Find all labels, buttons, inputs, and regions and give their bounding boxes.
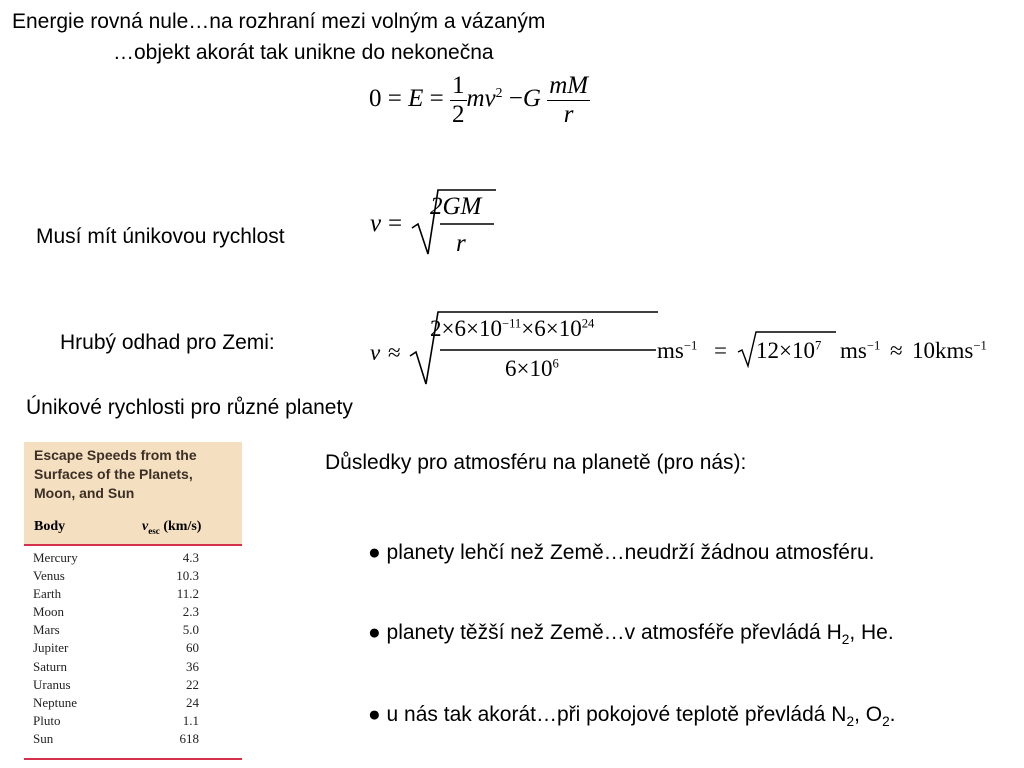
est-approx: ≈ [388,340,401,365]
table-bottom-rule [24,758,242,760]
table-row [24,550,242,568]
half-fraction: $\frac{1}{2}$ [452,72,465,128]
table-row [24,568,242,586]
row-body-name: Sun [33,730,54,746]
row-escape-speed: 2.3 [182,604,199,620]
est-denominator: $6\times 10^6$ [505,356,559,381]
bullet-1 [368,540,874,565]
table-row [24,604,242,622]
row-body-name: Mercury [33,550,78,565]
table-row [24,677,242,695]
row-body-name: Mars [33,622,60,638]
bullet-dot-icon: ● [368,621,381,644]
bullet-3 [368,702,896,734]
row-escape-speed: 1.1 [182,712,199,728]
row-escape-speed: 4.3 [182,550,199,565]
heading-line-1: Energie rovná nule…na rozhraní mezi volným a vázaným [12,10,546,33]
eq-zero: 0 [369,85,382,113]
table-row [24,640,242,658]
estimate-label: Hrubý odhad pro Zemi: [60,331,275,354]
est-numerator: $2\times 6\times 10^{-11}\times 6\times 10^{24}$ [430,316,595,341]
row-escape-speed: 24 [186,694,199,710]
consequences-title: Důsledky pro atmosféru na planetě (pro nás): [325,451,747,474]
est-eq: = [714,338,727,363]
eq-square: 2 [495,84,503,100]
ev-eq: = [388,210,403,237]
energy-equation: 0 = E = $\frac{1}{2}$ $mv^2 -G$ $\frac{mM}{r}$ [369,72,589,128]
row-body-name: Pluto [33,712,61,728]
eq-minus: − [508,85,523,113]
bullet-3-text: u nás tak akorát…při pokojové teplotě převládá $N_2$, $O_2$. [386,703,896,730]
escape-speeds-table [24,442,242,764]
table-row [24,659,242,677]
eq-energy-symbol: E [408,85,424,113]
escape-velocity-label: Musí mít únikovou rychlost [36,225,285,248]
row-escape-speed: 11.2 [176,586,199,602]
row-escape-speed: 60 [186,640,199,656]
est-result: 10kms$^{-1}$ [912,338,987,363]
row-body-name: Earth [33,586,62,602]
row-body-name: Jupiter [33,640,69,656]
row-escape-speed: 5.0 [182,622,199,638]
mass-fraction: $\frac{mM}{r}$ [549,72,589,128]
row-body-name: Saturn [33,658,67,674]
eq-sign: = [387,85,402,113]
table-header [24,442,242,510]
table-column-headers [24,510,242,546]
table-row [24,586,242,604]
ev-v: v [370,210,382,237]
table-row [24,622,242,640]
table-row [24,713,242,731]
est-root2: $12\times 10^7$ [756,338,822,363]
table-body [24,550,242,749]
bullet-dot-icon: ● [368,703,381,726]
est-approx-2: ≈ [890,338,903,363]
eq-gravity-constant: G [522,85,541,113]
estimate-formula [370,308,1010,388]
est-v: v [370,340,381,365]
table-row [24,731,242,749]
bullet-dot-icon: ● [368,541,381,564]
est-unit-2: $ms^{-1}$ [840,338,881,363]
eq-mv: mv [466,85,496,113]
bullet-2 [368,620,894,652]
heading-line-2: …objekt akorát tak unikne do nekonečna [113,41,494,64]
row-escape-speed: 36 [186,658,199,674]
table-row [24,695,242,713]
column-body: Body [34,519,66,534]
row-escape-speed: 618 [179,730,199,746]
bullet-2-text: planety těžší než Země…v atmosféře převládá $H_2$, He. [386,621,894,648]
est-unit-1: $ms^{-1}$ [657,338,698,363]
row-body-name: Venus [33,568,65,584]
row-body-name: Neptune [33,694,78,710]
table-title: Escape Speeds from the Surfaces of the Planets, Moon, and Sun [34,447,197,501]
ev-denominator: r [456,230,466,257]
row-escape-speed: 10.3 [176,568,199,584]
column-escape-speed: $v_{esc}$ (km/s) [142,519,202,536]
bullet-1-text: planety lehčí než Země…neudrží žádnou atmosféru. [386,541,875,564]
row-body-name: Moon [33,604,65,620]
ev-numerator: 2GM [430,193,482,220]
row-body-name: Uranus [33,676,71,692]
planets-caption: Únikové rychlosti pro různé planety [26,396,353,419]
row-escape-speed: 22 [186,676,199,692]
